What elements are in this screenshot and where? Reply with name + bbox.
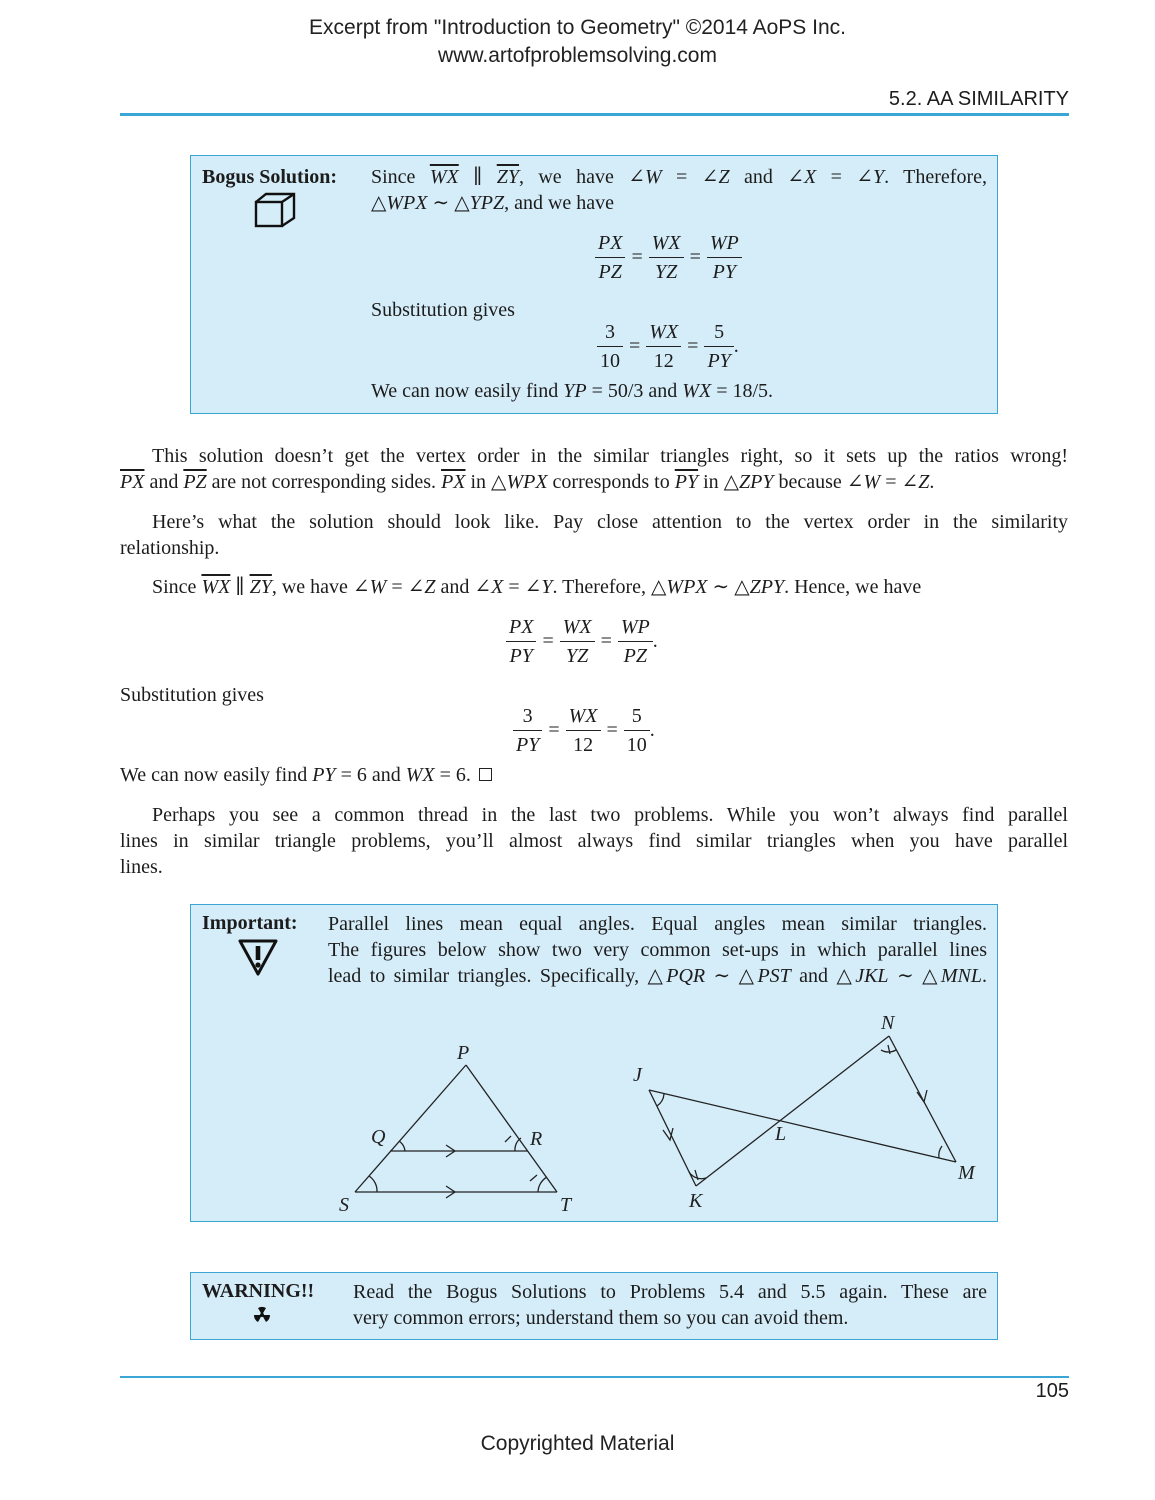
important-label: Important: (202, 912, 298, 934)
bogus-solution-label: Bogus Solution: (202, 166, 338, 188)
correct-substitution-label: Substitution gives (120, 684, 264, 706)
bogus-solution-box (190, 155, 998, 414)
label-l: L (775, 1123, 787, 1145)
bogus-line-2: △WPX ∼ △YPZ, and we have (371, 192, 615, 214)
correct-ratio-equation: $\frac{PX}{PY}$ = $\frac{WX}{YZ}$ = $\frac{WP}{PZ}$ . (506, 615, 658, 668)
footer-rule (120, 1376, 1069, 1378)
important-box (190, 904, 998, 1222)
similar-triangles-figures (191, 905, 997, 1221)
bogus-line-1: Since $\overline{WX}$ ∥ $\overline{ZY}$, we have ∠W = ∠Z and ∠X = ∠Y. Therefore, (371, 166, 987, 188)
figure-triangles-jkl-mnl (649, 1036, 956, 1186)
label-t: T (560, 1194, 572, 1216)
label-k: K (689, 1190, 703, 1212)
important-line-2: The figures below show two very common set-ups in which parallel lines (328, 939, 987, 961)
bogus-substitution-label: Substitution gives (371, 299, 515, 321)
important-line-1: Parallel lines mean equal angles. Equal angles mean similar triangles. (328, 913, 987, 935)
header-rule (120, 113, 1069, 116)
paragraph-3-line-1: Perhaps you see a common thread in the last two problems. While you won’t always find parallel (152, 804, 1068, 826)
paragraph-3-line-2: lines in similar triangle problems, you’ll almost always find similar triangles when you have parallel (120, 830, 1068, 852)
bogus-substitution-equation: $\frac{3}{10}$ = $\frac{WX}{12}$ = $\frac{5}{PY}$ . (597, 320, 739, 373)
label-m: M (958, 1162, 975, 1184)
label-r: R (530, 1128, 543, 1150)
paragraph-1-line-2: $\overline{PX}$ and $\overline{PZ}$ are not corresponding sides. $\overline{PX}$ in △WPX corresponds to $\overline{PY}$ in △ZPY because ∠W = ∠Z. (120, 471, 935, 493)
paragraph-1-line-1: This solution doesn’t get the vertex order in the similar triangles right, so it sets up the ratios wrong! (152, 445, 1068, 467)
excerpt-notice: Excerpt from "Introduction to Geometry" ©2014 AoPS Inc. (309, 16, 846, 39)
warning-line-2: very common errors; understand them so you can avoid them. (353, 1307, 849, 1329)
correct-solution-line-1: Since $\overline{WX}$ ∥ $\overline{ZY}$, we have ∠W = ∠Z and ∠X = ∠Y. Therefore, △WPX ∼ △ZPY. Hence, we have (152, 576, 922, 598)
cube-icon (253, 192, 297, 228)
qed-square-icon (479, 768, 492, 781)
warning-box (190, 1272, 998, 1340)
correct-substitution-equation: $\frac{3}{PY}$ = $\frac{WX}{12}$ = $\frac{5}{10}$ . (513, 704, 655, 757)
paragraph-2-line-2: relationship. (120, 537, 220, 559)
warning-line-1: Read the Bogus Solutions to Problems 5.4 and 5.5 again. These are (353, 1281, 987, 1303)
section-title: 5.2. AA SIMILARITY (888, 88, 1069, 110)
copyright-notice: Copyrighted Material (480, 1432, 675, 1455)
radiation-icon (252, 1305, 272, 1325)
page-number: 105 (1035, 1380, 1069, 1402)
paragraph-2-line-1: Here’s what the solution should look like. Pay close attention to the vertex order in the similarity (152, 511, 1068, 533)
bogus-result: We can now easily find YP = 50/3 and WX = 18/5. (371, 380, 774, 402)
label-q: Q (371, 1126, 386, 1148)
warning-label: WARNING!! (202, 1280, 315, 1302)
label-s: S (339, 1194, 349, 1216)
paragraph-3-line-3: lines. (120, 856, 163, 878)
label-j: J (633, 1064, 642, 1086)
correct-result: We can now easily find PY = 6 and WX = 6. (120, 762, 492, 788)
source-url[interactable]: www.artofproblemsolving.com (438, 44, 717, 67)
important-line-3: lead to similar triangles. Specifically, △PQR ∼ △PST and △JKL ∼ △MNL. (328, 965, 987, 987)
label-p: P (457, 1042, 470, 1064)
label-n: N (881, 1012, 895, 1034)
bogus-ratio-equation: $\frac{PX}{PZ}$ = $\frac{WX}{YZ}$ = $\frac{WP}{PY}$ (595, 231, 742, 284)
